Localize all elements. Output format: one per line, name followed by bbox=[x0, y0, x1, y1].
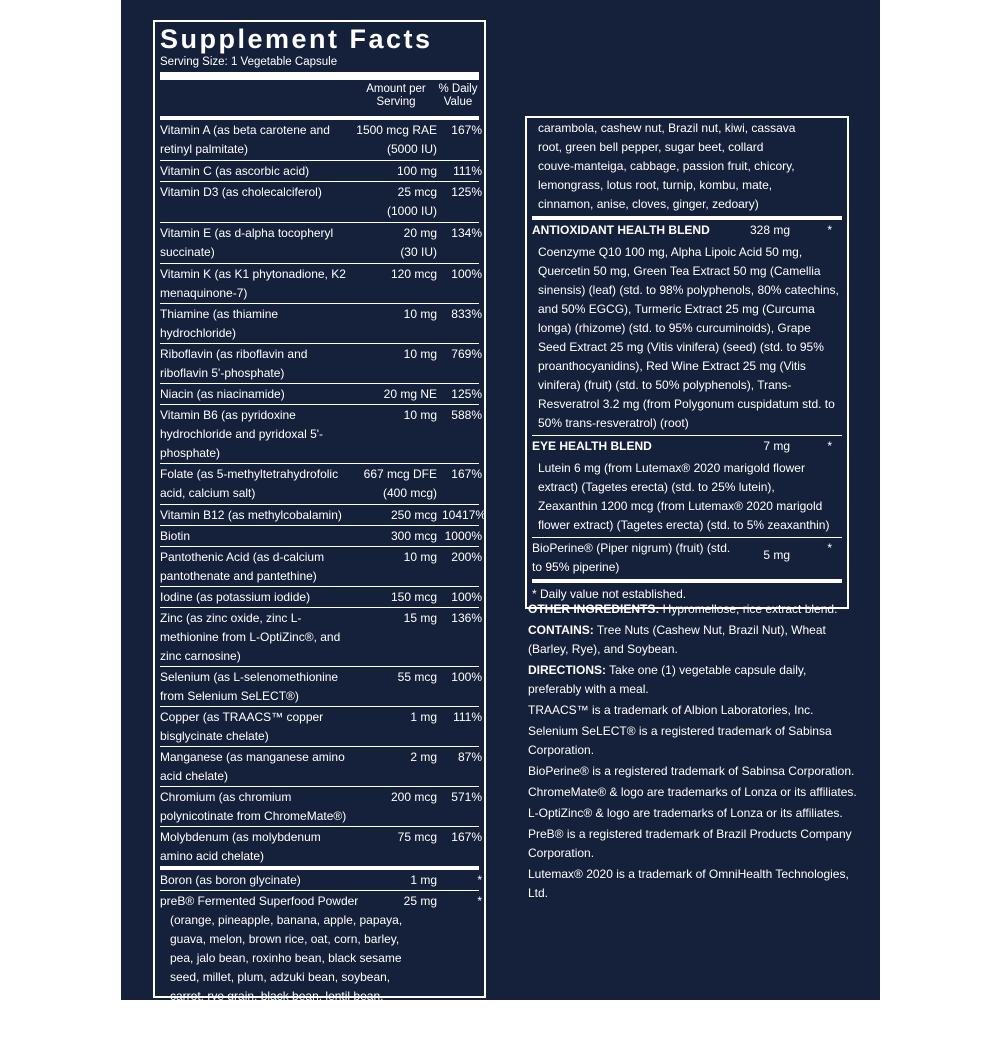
note-label: CONTAINS: bbox=[528, 623, 594, 637]
column-header bbox=[160, 80, 479, 120]
nutrient-row bbox=[160, 587, 482, 608]
nutrient-amount: 55 mcg bbox=[397, 670, 437, 684]
nutrient-name: Selenium (as L-selenomethionine from Selenium SeLECT®) bbox=[160, 670, 339, 703]
trademark-item: BioPerine® is a registered trademark of Sabinsa Corporation. bbox=[528, 764, 855, 778]
nutrient-amount: 10 mg bbox=[403, 408, 437, 422]
nutrient-list bbox=[160, 120, 487, 870]
antioxidant-name: ANTIOXIDANT HEALTH BLEND bbox=[532, 223, 710, 237]
nutrient-name: Molybdenum (as molybdenum amino acid chelate) bbox=[160, 830, 321, 863]
nutrient-percent: 10417% bbox=[442, 508, 487, 522]
antioxidant-amount: 328 mg bbox=[749, 223, 790, 237]
preb-continued-text: carambola, cashew nut, Brazil nut, kiwi, cassava root, green bell pepper, sugar beet, collard couve-manteiga, cabbage, passion fruit, chicory, lemongrass, lotus root, turnip, kombu, mate, cinnamon, anise, cloves, ginger, zedoary) bbox=[538, 121, 796, 211]
trademark-item: Selenium SeLECT® is a registered trademark of Sabinsa Corporation. bbox=[528, 724, 832, 757]
nutrient-name: Vitamin D3 (as cholecalciferol) bbox=[160, 185, 322, 199]
eye-amount: 7 mg bbox=[763, 439, 790, 453]
nutrient-percent: 111% bbox=[453, 710, 482, 724]
nutrient-percent: 134% bbox=[451, 226, 482, 240]
nutrient-percent: 571% bbox=[451, 790, 482, 804]
nutrient-row bbox=[160, 787, 482, 827]
eye-zeaxanthin: Zeaxanthin 1200 mcg (from Lutemax® 2020 marigold flower extract) (Tagetes erecta) (std. to 5% zeaxanthin) bbox=[538, 499, 830, 532]
trademark-item: L-OptiZinc® & logo are trademarks of Lonza or its affiliates. bbox=[528, 806, 843, 820]
eye-lutein: Lutein 6 mg (from Lutemax® 2020 marigold flower extract) (Tagetes erecta) (std. to 25% lutein), bbox=[538, 461, 805, 494]
nutrient-row bbox=[160, 304, 482, 344]
bioperine-star: * bbox=[827, 541, 832, 555]
notes-list bbox=[528, 600, 863, 699]
nutrient-row bbox=[160, 344, 482, 384]
nutrient-amount: 300 mcg bbox=[390, 529, 437, 543]
nutrient-name: Vitamin E (as d-alpha tocopheryl succinate) bbox=[160, 226, 334, 259]
nutrient-amount: 2 mg bbox=[410, 750, 437, 764]
nutrient-row bbox=[160, 747, 482, 787]
nutrient-amount: 150 mcg bbox=[390, 590, 437, 604]
nutrient-amount: 20 mg NE bbox=[383, 387, 437, 401]
nutrient-row bbox=[160, 120, 482, 161]
facts-title: Supplement Facts bbox=[160, 24, 433, 54]
label-notes bbox=[528, 600, 863, 905]
nutrient-name: Vitamin A (as beta carotene and retinyl palmitate) bbox=[160, 123, 330, 156]
serving-size: Serving Size: 1 Vegetable Capsule bbox=[160, 55, 479, 80]
nutrient-name: Vitamin B12 (as methylcobalamin) bbox=[160, 508, 342, 522]
nutrient-row bbox=[160, 264, 482, 304]
footnote: * Daily value not established. bbox=[532, 587, 687, 601]
nutrient-amount: 25 mcg bbox=[397, 185, 437, 199]
nutrient-name: Zinc (as zinc oxide, zinc L-methionine from L-OptiZinc®, and zinc carnosine) bbox=[160, 611, 341, 663]
nutrient-percent: 100% bbox=[451, 590, 482, 604]
supplement-facts-panel bbox=[153, 20, 487, 1060]
nutrient-percent: 200% bbox=[451, 550, 482, 564]
bioperine-row bbox=[532, 538, 842, 583]
nutrient-percent: 1000% bbox=[444, 529, 482, 543]
nutrient-amount: 10 mg bbox=[403, 550, 437, 564]
note-label: OTHER INGREDIENTS: bbox=[528, 602, 660, 616]
trademark-item: Lutemax® 2020 is a trademark of OmniHealth Technologies, Ltd. bbox=[528, 867, 849, 900]
nutrient-percent: 167% bbox=[451, 467, 482, 481]
amount-header: Amount per Serving bbox=[366, 83, 426, 108]
antioxidant-blend bbox=[532, 220, 842, 436]
trademark-list bbox=[528, 701, 863, 903]
nutrient-amount: 667 mcg DFE bbox=[363, 467, 437, 481]
nutrient-amount: 250 mcg bbox=[390, 508, 437, 522]
nutrient-amount: 1 mg bbox=[410, 873, 437, 887]
nutrient-name: Vitamin B6 (as pyridoxine hydrochloride and pyridoxal 5'-phosphate) bbox=[160, 408, 324, 460]
nutrient-row bbox=[160, 505, 487, 526]
eye-star: * bbox=[827, 439, 832, 453]
note-text: Tree Nuts (Cashew Nut, Brazil Nut), Wheat (Barley, Rye), and Soybean. bbox=[528, 623, 826, 656]
note-text: Take one (1) vegetable capsule daily, preferably with a meal. bbox=[528, 663, 807, 696]
note-item bbox=[528, 600, 863, 619]
nutrient-amount-alt: (1000 IU) bbox=[386, 204, 437, 218]
preb-continued bbox=[532, 118, 842, 220]
nutrient-row bbox=[160, 182, 482, 223]
nutrient-percent: 136% bbox=[451, 611, 482, 625]
nutrient-name: Biotin bbox=[160, 529, 191, 543]
nutrient-row bbox=[160, 827, 482, 870]
nutrient-percent: 167% bbox=[451, 830, 482, 844]
daily-value-header: % Daily Value bbox=[438, 83, 478, 108]
nutrient-amount: 75 mcg bbox=[397, 830, 437, 844]
nutrient-amount: 100 mg bbox=[396, 164, 437, 178]
nutrient-row bbox=[160, 384, 482, 405]
note-label: DIRECTIONS: bbox=[528, 663, 606, 677]
nutrient-percent: 833% bbox=[451, 307, 482, 321]
preb-amount: 25 mg bbox=[403, 894, 437, 908]
nutrient-amount: 1 mg bbox=[410, 710, 437, 724]
nutrient-name: Manganese (as manganese amino acid chelate) bbox=[160, 750, 345, 783]
nutrient-amount: 1500 mcg RAE bbox=[356, 123, 437, 137]
antioxidant-ingredients: Coenzyme Q10 100 mg, Alpha Lipoic Acid 50 mg, Quercetin 50 mg, Green Tea Extract 50 mg (Camellia sinensis) (leaf) (std. to 98% polyphenols, 80% catechins, and 50% EGCG), Turmeric Extract 25 mg (Curcuma longa) (rhizome) (std. to 95% curcuminoids), Grape Seed Extract 25 mg (Vitis vinifera) (seed) (std. to 95% proanthocyanidins), Red Wine Extract 25 mg (Vitis vinifera) (fruit) (std. to 50% polyphenols), Trans-Resveratrol 3.2 mg (from Polygonum cuspidatum std. to 50% trans-resveratrol) (root) bbox=[538, 245, 839, 430]
nutrient-amount-alt: (400 mcg) bbox=[382, 486, 437, 500]
bioperine-name: BioPerine® (Piper nigrum) (fruit) (std. to 95% piperine) bbox=[532, 541, 731, 574]
nutrient-name: Thiamine (as thiamine hydrochloride) bbox=[160, 307, 279, 340]
nutrient-row bbox=[160, 405, 482, 464]
nutrient-percent: 87% bbox=[457, 750, 482, 764]
nutrient-row bbox=[160, 667, 482, 707]
trademark-item: ChromeMate® & logo are trademarks of Lonza or its affiliates. bbox=[528, 785, 857, 799]
nutrient-percent: 588% bbox=[451, 408, 482, 422]
trademark-item: TRAACS™ is a trademark of Albion Laboratories, Inc. bbox=[528, 703, 814, 717]
nutrient-row bbox=[160, 608, 482, 667]
note-text: Hypromellose, rice extract blend. bbox=[659, 602, 838, 616]
nutrient-row bbox=[160, 707, 482, 747]
nutrient-row bbox=[160, 547, 482, 587]
note-item bbox=[528, 621, 863, 659]
nutrient-name: Folate (as 5-methyltetrahydrofolic acid, calcium salt) bbox=[160, 467, 339, 500]
nutrient-percent: * bbox=[477, 873, 482, 887]
nutrient-name: Vitamin C (as ascorbic acid) bbox=[160, 164, 310, 178]
boron-row bbox=[160, 870, 482, 891]
nutrient-amount: 120 mcg bbox=[390, 267, 437, 281]
nutrient-amount: 15 mg bbox=[403, 611, 437, 625]
nutrient-name: Vitamin K (as K1 phytonadione, K2 menaquinone-7) bbox=[160, 267, 346, 300]
bioperine-amount: 5 mg bbox=[763, 548, 790, 562]
nutrient-row bbox=[160, 526, 482, 547]
trademark-item: PreB® is a registered trademark of Brazil Products Company Corporation. bbox=[528, 827, 852, 860]
nutrient-row bbox=[160, 223, 482, 264]
nutrient-percent: 100% bbox=[451, 670, 482, 684]
nutrient-name: Riboflavin (as riboflavin and riboflavin 5'-phosphate) bbox=[160, 347, 308, 380]
nutrient-percent: 769% bbox=[451, 347, 482, 361]
nutrient-amount: 20 mg bbox=[403, 226, 437, 240]
blend-panel bbox=[525, 116, 849, 609]
nutrient-name: Boron (as boron glycinate) bbox=[160, 873, 301, 887]
nutrient-amount: 200 mcg bbox=[390, 790, 437, 804]
eye-name: EYE HEALTH BLEND bbox=[532, 439, 652, 453]
preb-row bbox=[160, 891, 482, 1063]
nutrient-percent: 167% bbox=[451, 123, 482, 137]
eye-blend bbox=[532, 436, 842, 538]
antioxidant-star: * bbox=[827, 223, 832, 237]
note-item bbox=[528, 661, 863, 699]
nutrient-name: Iodine (as potassium iodide) bbox=[160, 590, 311, 604]
nutrient-name: Niacin (as niacinamide) bbox=[160, 387, 285, 401]
preb-percent: * bbox=[477, 894, 482, 908]
nutrient-row bbox=[160, 161, 482, 182]
nutrient-percent: 125% bbox=[451, 185, 482, 199]
nutrient-percent: 125% bbox=[451, 387, 482, 401]
nutrient-amount: 10 mg bbox=[403, 307, 437, 321]
preb-ingredients: (orange, pineapple, banana, apple, papaya, guava, melon, brown rice, oat, corn, barley, pea, jalo bean, roxinho bean, black sesame seed, millet, plum, adzuki bean, soybean, carrot, rye grain, black bean, lentil bean, avocado, acerola, lemon, pear, tomato, red grape, mango, watermelon, pumpkin, sweet potato, chickpea, bbox=[170, 913, 403, 1060]
nutrient-percent: 100% bbox=[451, 267, 482, 281]
nutrient-amount-alt: (5000 IU) bbox=[386, 142, 437, 156]
nutrient-percent: 111% bbox=[453, 164, 482, 178]
nutrient-name: Pantothenic Acid (as d-calcium pantothenate and pantethine) bbox=[160, 550, 325, 583]
nutrient-row bbox=[160, 464, 482, 505]
nutrient-name: Copper (as TRAACS™ copper bisglycinate chelate) bbox=[160, 710, 324, 743]
nutrient-name: Chromium (as chromium polynicotinate from ChromeMate®) bbox=[160, 790, 347, 823]
nutrient-amount-alt: (30 IU) bbox=[400, 245, 437, 259]
preb-name: preB® Fermented Superfood Powder bbox=[160, 894, 359, 908]
nutrient-amount: 10 mg bbox=[403, 347, 437, 361]
